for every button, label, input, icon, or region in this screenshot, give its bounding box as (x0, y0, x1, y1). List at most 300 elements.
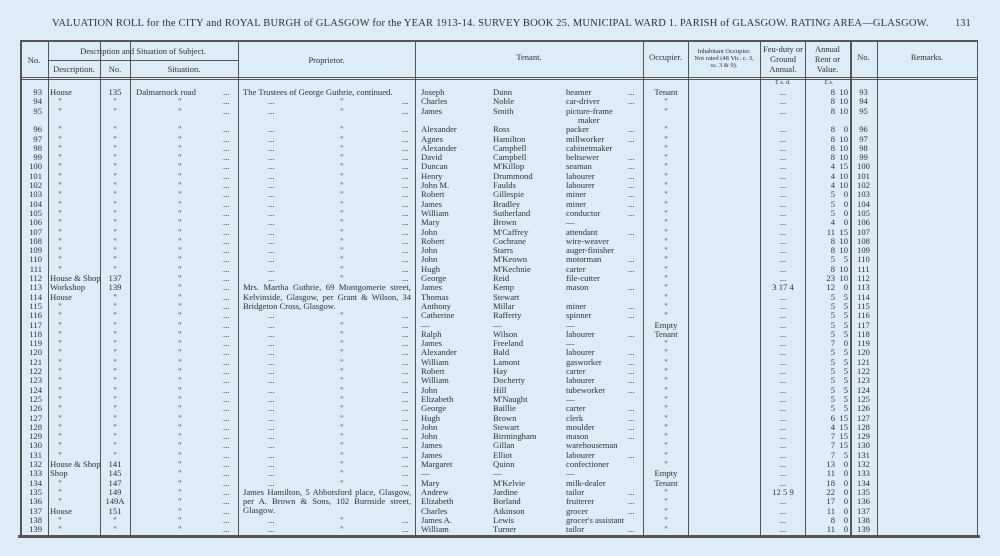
occupation-dots: ... (628, 282, 635, 293)
tenant-occupation: moulder (566, 421, 595, 432)
occupier-status: " (664, 282, 668, 293)
proprietor-dots: ... (268, 356, 275, 367)
row-situation: " (178, 393, 182, 404)
tenant-surname: Gillan (493, 440, 515, 451)
proprietor-ditto: " (340, 198, 344, 209)
proprietor-dots: ... (268, 514, 275, 525)
row-situation: " (178, 347, 182, 358)
rent-pounds: 4 (830, 161, 835, 172)
occupier-status: " (664, 105, 668, 116)
occupier-status: " (664, 393, 668, 404)
tenant-occupation: gasworker (566, 356, 602, 367)
row-number-right: 115 (857, 300, 870, 311)
tenant-occupation: labourer (566, 328, 595, 339)
col-header-situation: Situation. (167, 64, 201, 74)
occupier-status: " (664, 356, 668, 367)
proprietor-dots: ... (268, 180, 275, 190)
situation-dots: ... (223, 198, 230, 209)
feu-duty: ... (779, 514, 787, 525)
situation-dots: ... (223, 207, 230, 218)
occupation-dots: ... (628, 263, 635, 274)
tenant-surname: Gillespie (493, 189, 525, 200)
feu-duty: ... (779, 133, 787, 144)
situation-dots: ... (223, 273, 230, 283)
tenant-surname: Stewart (493, 291, 520, 302)
rent-shillings: 15 (839, 421, 848, 432)
rent-pounds: 11 (826, 226, 835, 237)
row-description: " (58, 124, 62, 135)
rent-pounds: 5 (830, 366, 835, 376)
row-street-number: " (113, 180, 117, 190)
rent-shillings: 10 (839, 180, 848, 190)
rent-shillings: 5 (843, 319, 848, 330)
row-description: " (58, 449, 62, 460)
occupation-dots: ... (628, 496, 635, 507)
tenant-occupation: fruiterer (566, 496, 595, 507)
row-street-number: " (113, 310, 117, 321)
feu-duty: ... (779, 96, 787, 107)
tenant-first-name: James (421, 198, 443, 209)
row-description: " (58, 207, 62, 218)
row-description: " (58, 338, 62, 349)
proprietor-dots: ... (402, 514, 409, 525)
feu-duty: ... (779, 152, 787, 163)
proprietor-dots: ... (268, 96, 275, 107)
row-number: 98 (33, 142, 42, 153)
proprietor-dots: ... (402, 328, 409, 339)
rent-shillings: 0 (843, 217, 848, 228)
situation-dots: ... (223, 356, 230, 367)
proprietor-dots: ... (402, 375, 409, 386)
tenant-first-name: David (421, 152, 443, 163)
row-description: " (58, 235, 62, 246)
proprietor-dots: ... (268, 477, 275, 488)
proprietor-ditto: " (340, 459, 344, 469)
row-situation: " (178, 486, 182, 497)
proprietor-ditto: " (340, 431, 344, 442)
tenant-surname: M'Caffrey (493, 226, 529, 237)
rent-shillings: 15 (839, 161, 848, 172)
rent-pounds: 5 (830, 310, 835, 321)
row-description: " (58, 440, 62, 451)
tenant-surname: Rafferty (493, 310, 522, 321)
tenant-first-name: Mary (421, 217, 440, 228)
proprietor-dots: ... (268, 421, 275, 432)
tenant-occupation: — (566, 338, 575, 349)
row-street-number: " (113, 198, 117, 209)
col-header-remarks: Remarks. (910, 52, 944, 62)
row-street-number: 135 (108, 87, 122, 97)
row-number: 129 (29, 431, 42, 442)
proprietor-dots: ... (402, 440, 409, 451)
row-number-right: 93 (859, 87, 868, 97)
row-description: " (58, 319, 62, 330)
tenant-surname: Kemp (493, 282, 515, 293)
tenant-surname: Stewart (493, 421, 520, 432)
feu-duty: ... (779, 412, 787, 423)
tenant-first-name: George (421, 273, 447, 283)
proprietor-ditto: " (340, 245, 344, 256)
row-situation: " (178, 412, 182, 423)
row-number: 100 (29, 161, 42, 172)
proprietor-dots: ... (402, 384, 409, 395)
row-number: 124 (29, 384, 42, 395)
feu-duty: 3 17 4 (772, 282, 794, 293)
row-situation: " (178, 235, 182, 246)
occupation-dots: ... (628, 170, 635, 181)
situation-dots: ... (223, 133, 230, 144)
feu-duty: ... (779, 468, 787, 479)
row-number-right: 128 (857, 421, 870, 432)
tenant-first-name: — (421, 468, 430, 479)
row-street-number: " (113, 254, 117, 265)
occupier-status: " (664, 347, 668, 358)
row-number-right: 136 (857, 496, 870, 507)
feu-duty: ... (779, 440, 787, 451)
row-street-number: " (113, 412, 117, 423)
row-description: " (58, 217, 62, 228)
row-street-number: " (113, 207, 117, 218)
proprietor-ditto: " (340, 524, 344, 535)
row-situation: " (178, 384, 182, 395)
situation-dots: ... (223, 217, 230, 228)
tenant-first-name: William (421, 524, 449, 535)
row-description: " (58, 486, 62, 497)
tenant-surname: M'Kechnie (493, 263, 531, 274)
feu-duty: ... (779, 310, 787, 321)
rent-pounds: 4 (830, 421, 835, 432)
row-number: 121 (29, 356, 42, 367)
situation-dots: ... (223, 189, 230, 200)
situation-dots: ... (223, 496, 230, 507)
feu-duty: ... (779, 347, 787, 358)
occupier-status: " (664, 375, 668, 386)
row-number-right: 127 (857, 412, 870, 423)
row-number: 114 (29, 291, 42, 302)
feu-duty: ... (779, 142, 787, 153)
rent-pounds: 8 (830, 133, 835, 144)
occupier-status: " (664, 161, 668, 172)
situation-dots: ... (223, 96, 230, 107)
row-description: Workshop (50, 282, 86, 293)
tenant-occupation-cont: maker (578, 114, 600, 125)
row-situation: " (178, 375, 182, 386)
row-number-right: 103 (857, 189, 870, 200)
row-description: " (58, 375, 62, 386)
row-number-right: 106 (857, 217, 870, 228)
row-number: 109 (29, 245, 42, 256)
row-number: 116 (29, 310, 42, 321)
row-description: " (58, 226, 62, 237)
rent-shillings: 5 (843, 449, 848, 460)
row-situation: " (178, 124, 182, 135)
row-street-number: 149A (105, 496, 125, 507)
situation-dots: ... (223, 449, 230, 460)
occupier-status: " (664, 449, 668, 460)
row-number: 93 (33, 87, 42, 97)
row-number-right: 135 (857, 486, 870, 497)
occupation-dots: ... (628, 375, 635, 386)
occupier-status: " (664, 124, 668, 135)
tenant-surname: Freeland (493, 338, 524, 349)
row-number: 94 (33, 96, 42, 107)
rent-pounds: 6 (830, 412, 835, 423)
col-header-tenant: Tenant. (516, 52, 542, 62)
occupier-status: " (664, 384, 668, 395)
tenant-surname: M'Kelvie (493, 477, 526, 488)
row-situation: " (178, 180, 182, 190)
row-description: " (58, 421, 62, 432)
occupier-status: " (664, 291, 668, 302)
tenant-occupation: cabinetmaker (566, 142, 613, 153)
occupation-dots: ... (628, 87, 635, 97)
proprietor-dots: ... (402, 412, 409, 423)
row-description: " (58, 412, 62, 423)
rent-shillings: 0 (843, 282, 848, 293)
row-situation: " (178, 133, 182, 144)
row-situation: " (178, 105, 182, 116)
proprietor-dots: ... (402, 254, 409, 265)
occupier-status: Empty (654, 468, 678, 479)
occupier-status: " (664, 235, 668, 246)
row-street-number: " (113, 356, 117, 367)
proprietor-dots: ... (268, 384, 275, 395)
row-situation: " (178, 152, 182, 163)
tenant-occupation: conductor (566, 207, 601, 218)
rent-pounds: 8 (830, 235, 835, 246)
column-divider (977, 40, 978, 535)
feu-duty: ... (779, 87, 787, 97)
row-number: 135 (29, 486, 42, 497)
row-number: 132 (29, 459, 42, 469)
feu-duty: ... (779, 393, 787, 404)
row-number-right: 122 (857, 366, 870, 376)
tenant-first-name: Charles (421, 96, 448, 107)
row-description: " (58, 142, 62, 153)
situation-dots: ... (223, 366, 230, 376)
row-number-right: 125 (857, 393, 870, 404)
feu-duty: ... (779, 449, 787, 460)
occupation-dots: ... (628, 310, 635, 321)
occupier-status: " (664, 505, 668, 516)
occupation-dots: ... (628, 124, 635, 135)
proprietor-ditto: " (340, 226, 344, 237)
feu-duty: ... (779, 291, 787, 302)
row-situation: " (178, 505, 182, 516)
tenant-surname: Hay (493, 366, 508, 376)
tenant-first-name: Margaret (421, 459, 453, 469)
row-number: 136 (29, 496, 42, 507)
row-number: 119 (29, 338, 42, 349)
rent-shillings: 0 (843, 189, 848, 200)
proprietor-dots: ... (402, 161, 409, 172)
row-situation: " (178, 198, 182, 209)
rent-pounds: 5 (830, 291, 835, 302)
occupier-status: " (664, 310, 668, 321)
rent-shillings: 10 (839, 273, 848, 283)
row-situation: " (178, 310, 182, 321)
row-situation: " (178, 356, 182, 367)
tenant-occupation: labourer (566, 180, 595, 190)
feu-duty: ... (779, 505, 787, 516)
proprietor-ditto: " (340, 133, 344, 144)
page-title: VALUATION ROLL for the CITY and ROYAL BURGH of GLASGOW for the YEAR 1913-14. SURVEY BOOK 25. MUNICIPAL WARD 1. PARISH of GLASGOW. RATING AREA—GLASGOW. (52, 18, 929, 29)
proprietor-ditto: " (340, 347, 344, 358)
rent-shillings: 5 (843, 366, 848, 376)
rent-shillings: 5 (843, 375, 848, 386)
row-number: 131 (29, 449, 42, 460)
tenant-first-name: Alexander (421, 347, 457, 358)
tenant-first-name: — (421, 319, 430, 330)
rent-shillings: 0 (843, 505, 848, 516)
rent-pounds: 5 (830, 254, 835, 265)
row-number-right: 96 (859, 124, 868, 135)
occupier-status: " (664, 226, 668, 237)
rent-shillings: 0 (843, 496, 848, 507)
feu-duty: ... (779, 384, 787, 395)
tenant-occupation: car-driver (566, 96, 600, 107)
row-situation: " (178, 300, 182, 311)
proprietor-dots: ... (402, 356, 409, 367)
proprietor-ditto: " (340, 235, 344, 246)
situation-dots: ... (223, 384, 230, 395)
rent-pounds: 7 (830, 449, 835, 460)
tenant-first-name: Robert (421, 366, 445, 376)
feu-duty: ... (779, 328, 787, 339)
proprietor-dots: ... (402, 477, 409, 488)
page-number: 131 (955, 18, 971, 29)
row-number-right: 118 (857, 328, 870, 339)
tenant-surname: M'Killop (493, 161, 525, 172)
row-street-number: 137 (108, 273, 122, 283)
tenant-first-name: Alexander (421, 124, 457, 135)
rent-shillings: 10 (839, 133, 848, 144)
row-street-number: 149 (108, 486, 122, 497)
situation-dots: ... (223, 412, 230, 423)
proprietor-dots: ... (268, 133, 275, 144)
rent-shillings: 0 (843, 198, 848, 209)
tenant-surname: M'Naught (493, 393, 528, 404)
feu-duty: ... (779, 477, 787, 488)
proprietor-ditto: " (340, 263, 344, 274)
row-street-number: " (113, 431, 117, 442)
col-header-inhabitant: Inhabitant Occupier. Not rated (48 Vic. c. 3, ss. 3 & 9). (694, 48, 754, 69)
proprietor-ditto: " (340, 310, 344, 321)
feu-duty: ... (779, 245, 787, 256)
situation-dots: ... (223, 328, 230, 339)
row-number-right: 104 (857, 198, 870, 209)
tenant-surname: Lewis (493, 514, 515, 525)
row-street-number: " (113, 384, 117, 395)
tenant-first-name: John (421, 421, 438, 432)
proprietor-dots: ... (268, 375, 275, 386)
proprietor-dots: ... (268, 245, 275, 256)
row-number: 115 (29, 300, 42, 311)
tenant-surname: Drummond (493, 170, 533, 181)
proprietor-dots: ... (268, 152, 275, 163)
tenant-occupation: clerk (566, 412, 584, 423)
rent-pounds: 7 (830, 338, 835, 349)
row-number: 96 (33, 124, 42, 135)
situation-dots: ... (223, 235, 230, 246)
situation-dots: ... (223, 431, 230, 442)
tenant-surname: Sutherland (493, 207, 531, 218)
proprietor-dots: ... (402, 319, 409, 330)
rent-shillings: 10 (839, 142, 848, 153)
proprietor-ditto: " (340, 440, 344, 451)
column-divider (130, 40, 131, 535)
occupier-status: " (664, 207, 668, 218)
tenant-surname: Birmingham (493, 431, 537, 442)
row-description: " (58, 254, 62, 265)
row-number: 97 (33, 133, 42, 144)
tenant-surname: Jardine (493, 486, 518, 497)
tenant-occupation: — (566, 319, 575, 330)
tenant-surname: Campbell (493, 152, 527, 163)
row-street-number: 139 (108, 282, 122, 293)
row-number-right: 139 (857, 524, 870, 535)
rent-shillings: 5 (843, 291, 848, 302)
tenant-surname: Docherty (493, 375, 525, 386)
proprietor-dots: ... (402, 459, 409, 469)
rent-pounds: 8 (830, 96, 835, 107)
occupation-dots: ... (628, 412, 635, 423)
row-number: 134 (29, 477, 42, 488)
feu-units: £ s. d. (775, 79, 791, 86)
situation-dots: ... (223, 291, 230, 302)
row-number-right: 124 (857, 384, 870, 395)
row-street-number: " (113, 347, 117, 358)
occupation-dots: ... (628, 449, 635, 460)
tenant-first-name: John M. (421, 180, 450, 190)
row-description: " (58, 152, 62, 163)
proprietor-dots: ... (268, 440, 275, 451)
rent-pounds: 8 (830, 124, 835, 135)
rent-shillings: 10 (839, 235, 848, 246)
col-header-no: No. (27, 55, 41, 65)
rent-pounds: 5 (830, 319, 835, 330)
row-description: " (58, 161, 62, 172)
occupation-dots: ... (628, 431, 635, 442)
proprietor-dots: ... (268, 217, 275, 228)
row-situation: " (178, 291, 182, 302)
proprietor-ditto: " (340, 393, 344, 404)
occupation-dots: ... (628, 403, 635, 414)
feu-duty: ... (779, 356, 787, 367)
situation-dots: ... (223, 226, 230, 237)
row-situation: " (178, 328, 182, 339)
rent-shillings: 10 (839, 170, 848, 181)
occupier-status: " (664, 459, 668, 469)
occupation-dots: ... (628, 347, 635, 358)
row-number-right: 95 (859, 105, 868, 116)
rent-pounds: 23 (826, 273, 835, 283)
proprietor-dots: ... (268, 412, 275, 423)
occupation-dots: ... (628, 300, 635, 311)
row-number: 113 (29, 282, 42, 293)
row-description: " (58, 300, 62, 311)
header-rule (20, 77, 977, 78)
rent-pounds: 5 (830, 393, 835, 404)
feu-duty: ... (779, 207, 787, 218)
row-description: " (58, 366, 62, 376)
feu-duty: ... (779, 273, 787, 283)
rent-shillings: 0 (843, 477, 848, 488)
col-header-group: Description and Situation of Subject. (80, 46, 206, 56)
tenant-first-name: William (421, 375, 449, 386)
proprietor-entry: The Trustees of George Guthrie, continued. (243, 87, 393, 97)
tenant-occupation: motorman (566, 254, 602, 265)
